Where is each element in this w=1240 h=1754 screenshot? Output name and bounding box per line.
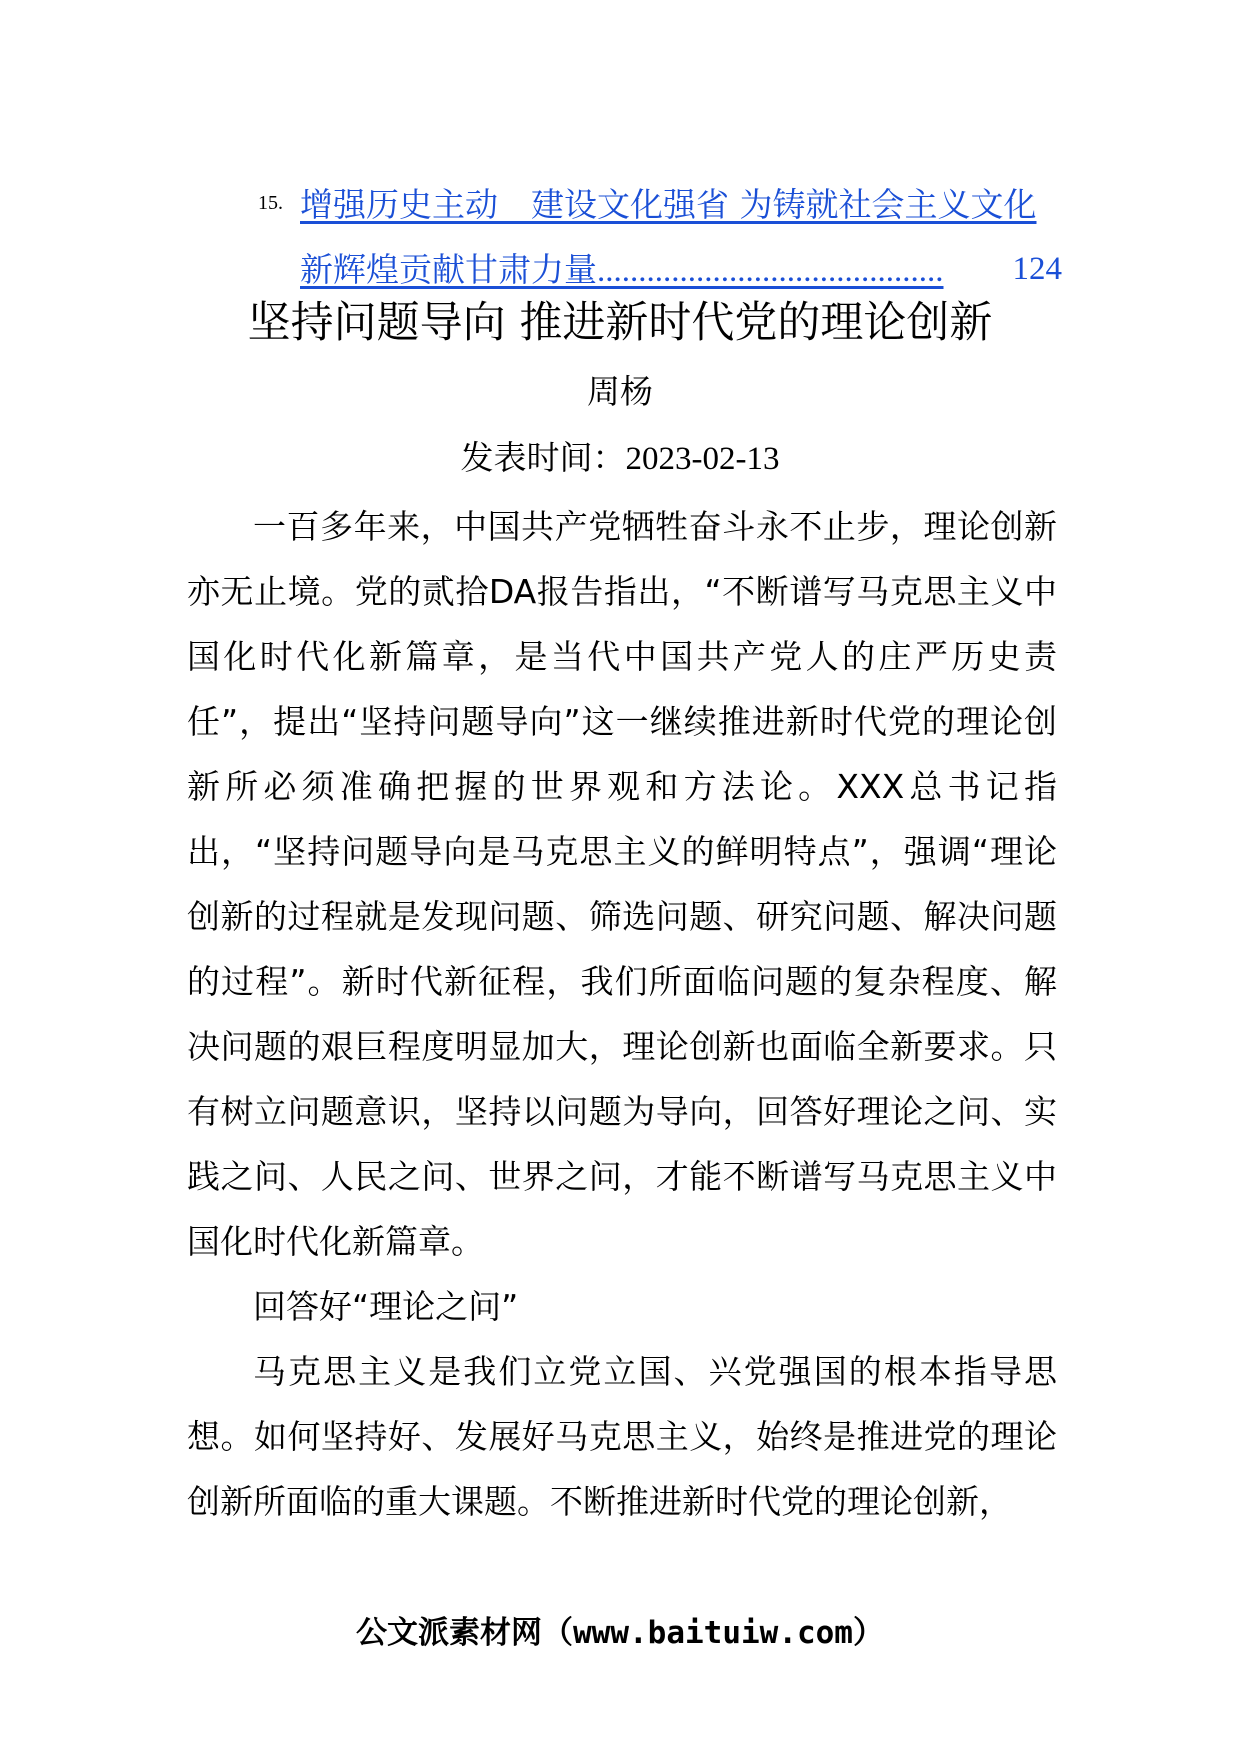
toc-entry-number: 15.	[258, 192, 283, 214]
toc-entry-title-cont: 新辉煌贡献甘肃力量	[300, 250, 597, 289]
publish-date	[0, 433, 1240, 484]
toc-page-number: 124	[1011, 237, 1063, 302]
article-body	[187, 494, 1057, 1534]
article-author: 周杨	[587, 372, 653, 411]
paragraph-section-1: 马克思主义是我们立党立国、兴党强国的根本指导思想。如何坚持好、发展好马克思主义，始终是推进党的理论创新所面临的重大课题。不断推进新时代党的理论创新，	[187, 1352, 1057, 1521]
footer-url: （www.baituiw.com）	[542, 1615, 884, 1651]
article-title: 坚持问题导向 推进新时代党的理论创新	[247, 298, 993, 348]
page-footer	[0, 1608, 1240, 1658]
publish-date-label: 发表时间：	[460, 438, 626, 477]
publish-date-value: 2023-02-13	[625, 441, 780, 477]
toc-entry-link-line1[interactable]: 增强历史主动 建设文化强省 为铸就社会主义文化	[300, 185, 1037, 224]
section-heading: 回答好“理论之问”	[253, 1287, 519, 1326]
toc-dot-leader: ..........................................	[597, 253, 944, 289]
paragraph-intro: 一百多年来，中国共产党牺牲奋斗永不止步，理论创新亦无止境。党的贰拾DA报告指出，“不断谱写马克思主义中国化时代化新篇章，是当代中国共产党人的庄严历史责任”，提出“坚持问题导向”这一继续推进新时代党的理论创新所必须准确把握的世界观和方法论。XXX总书记指出，“坚持问题导向是马克思主义的鲜明特点”，强调“理论创新的过程就是发现问题、筛选问题、研究问题、解决问题的过程”。新时代新征程，我们所面临问题的复杂程度、解决问题的艰巨程度明显加大，理论创新也面临全新要求。只有树立问题意识，坚持以问题为导向，回答好理论之问、实践之问、人民之问、世界之问，才能不断谱写马克思主义中国化时代化新篇章。	[187, 507, 1057, 1261]
footer-site-name: 公文派素材网	[356, 1615, 543, 1651]
